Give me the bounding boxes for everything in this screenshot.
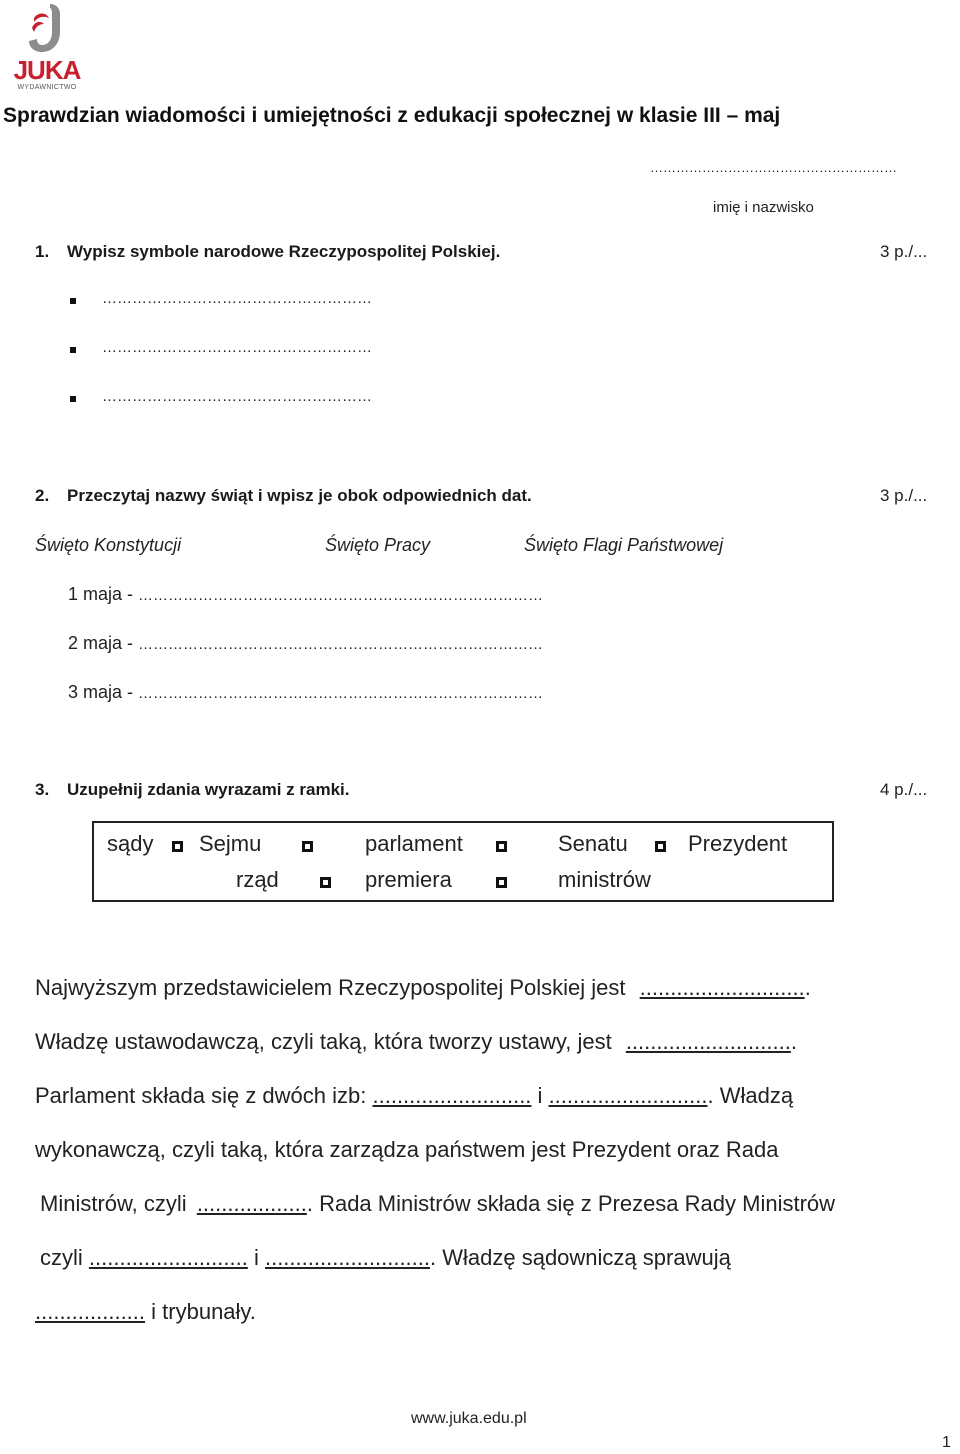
sentence-4: wykonawczą, czyli taką, która zarządza państwem jest Prezydent oraz Rada	[35, 1137, 779, 1162]
sentence-7	[35, 1299, 256, 1325]
task1-line-3[interactable]: ………………………………………………	[102, 388, 372, 405]
task2-number: 2.	[35, 486, 50, 505]
blank-6[interactable]: ..........................	[88, 1245, 248, 1270]
page-title: Sprawdzian wiadomości i umiejętności z edukacji społecznej w klasie III – maj	[3, 104, 781, 127]
sentence-text: i	[253, 1245, 259, 1270]
sentence-text: . Władzą	[707, 1083, 794, 1108]
bullet-icon	[70, 347, 76, 353]
date-row-1	[68, 584, 543, 605]
sentence-3	[35, 1083, 793, 1109]
task2-text: Przeczytaj nazwy świąt i wpisz je obok odpowiednich dat.	[67, 486, 532, 505]
date-label: 1 maja -	[68, 584, 139, 604]
sentence-text: . Rada Ministrów składa się z Prezesa Rady Ministrów	[306, 1191, 836, 1216]
date-label: 2 maja -	[68, 633, 139, 653]
task1-points: 3 p./...	[880, 242, 928, 261]
blank-7[interactable]: ...........................	[264, 1245, 431, 1270]
logo-name: JUKA	[13, 55, 81, 85]
sentence-text: . Władzę sądowniczą sprawują	[430, 1245, 731, 1270]
task1-heading	[35, 242, 500, 262]
task3-number: 3.	[35, 780, 50, 799]
period: .	[790, 1029, 797, 1054]
blank-8[interactable]: ..................	[35, 1299, 146, 1324]
date-dots[interactable]: ………………………………………………………………………	[138, 587, 544, 604]
sentence-text: Władzę ustawodawczą, czyli taką, która tworzy ustawy, jest	[35, 1029, 612, 1054]
word-prezydent: Prezydent	[688, 831, 788, 856]
sentence-text: Najwyższym przedstawicielem Rzeczypospolitej Polskiej jest	[35, 975, 626, 1000]
name-dots[interactable]: …………………………………………………	[650, 160, 897, 175]
separator-icon	[172, 841, 183, 852]
blank-3[interactable]: ..........................	[372, 1083, 532, 1108]
task1-line-1[interactable]: ………………………………………………	[102, 290, 372, 307]
task3-text: Uzupełnij zdania wyrazami z ramki.	[67, 780, 350, 799]
holiday-3: Święto Flagi Państwowej	[524, 535, 724, 555]
task2-heading	[35, 486, 532, 506]
sentence-text: czyli	[40, 1245, 83, 1270]
sentence-2	[35, 1029, 797, 1055]
logo	[12, 2, 82, 92]
period: .	[804, 975, 811, 1000]
word-premiera: premiera	[365, 867, 452, 892]
bullet-icon	[70, 298, 76, 304]
separator-icon	[496, 877, 507, 888]
logo-subtitle: WYDAWNICTWO	[17, 84, 77, 91]
sentence-text: i trybunały.	[151, 1299, 256, 1324]
blank-5[interactable]: ..................	[196, 1191, 307, 1216]
blank-2[interactable]: ...........................	[625, 1029, 791, 1054]
holiday-2: Święto Pracy	[325, 535, 431, 555]
word-parlament: parlament	[365, 831, 463, 856]
date-row-2	[68, 633, 543, 654]
task1-line-2[interactable]: ………………………………………………	[102, 339, 372, 356]
separator-icon	[496, 841, 507, 852]
word-sejmu: Sejmu	[199, 831, 262, 856]
task2-points: 3 p./...	[880, 486, 928, 505]
word-sady: sądy	[107, 831, 154, 856]
sentence-text: i	[537, 1083, 543, 1108]
sentence-6	[40, 1245, 731, 1271]
bullet-icon	[70, 396, 76, 402]
task3-points: 4 p./...	[880, 780, 928, 799]
name-label: imię i nazwisko	[713, 199, 814, 216]
separator-icon	[655, 841, 666, 852]
page-number: 1	[942, 1434, 951, 1451]
sentence-5	[40, 1191, 835, 1217]
word-senatu: Senatu	[558, 831, 628, 856]
task1-number: 1.	[35, 242, 50, 261]
date-label: 3 maja -	[68, 682, 139, 702]
separator-icon	[302, 841, 313, 852]
task3-heading	[35, 780, 349, 800]
word-ministrow: ministrów	[558, 867, 651, 892]
date-dots[interactable]: ………………………………………………………………………	[138, 636, 544, 653]
sentence-text: Parlament składa się z dwóch izb:	[35, 1083, 367, 1108]
sentence-1	[35, 975, 811, 1001]
date-dots[interactable]: ………………………………………………………………………	[138, 685, 544, 702]
footer-url[interactable]: www.juka.edu.pl	[411, 1410, 527, 1427]
blank-1[interactable]: ...........................	[639, 975, 805, 1000]
holiday-1: Święto Konstytucji	[35, 535, 182, 555]
blank-4[interactable]: ..........................	[548, 1083, 708, 1108]
separator-icon	[320, 877, 331, 888]
task1-text: Wypisz symbole narodowe Rzeczypospolitej Polskiej.	[67, 242, 501, 261]
sentence-text: Ministrów, czyli	[40, 1191, 187, 1216]
word-rzad: rząd	[236, 867, 279, 892]
logo-mark-icon	[12, 2, 82, 58]
date-row-3	[68, 682, 543, 703]
